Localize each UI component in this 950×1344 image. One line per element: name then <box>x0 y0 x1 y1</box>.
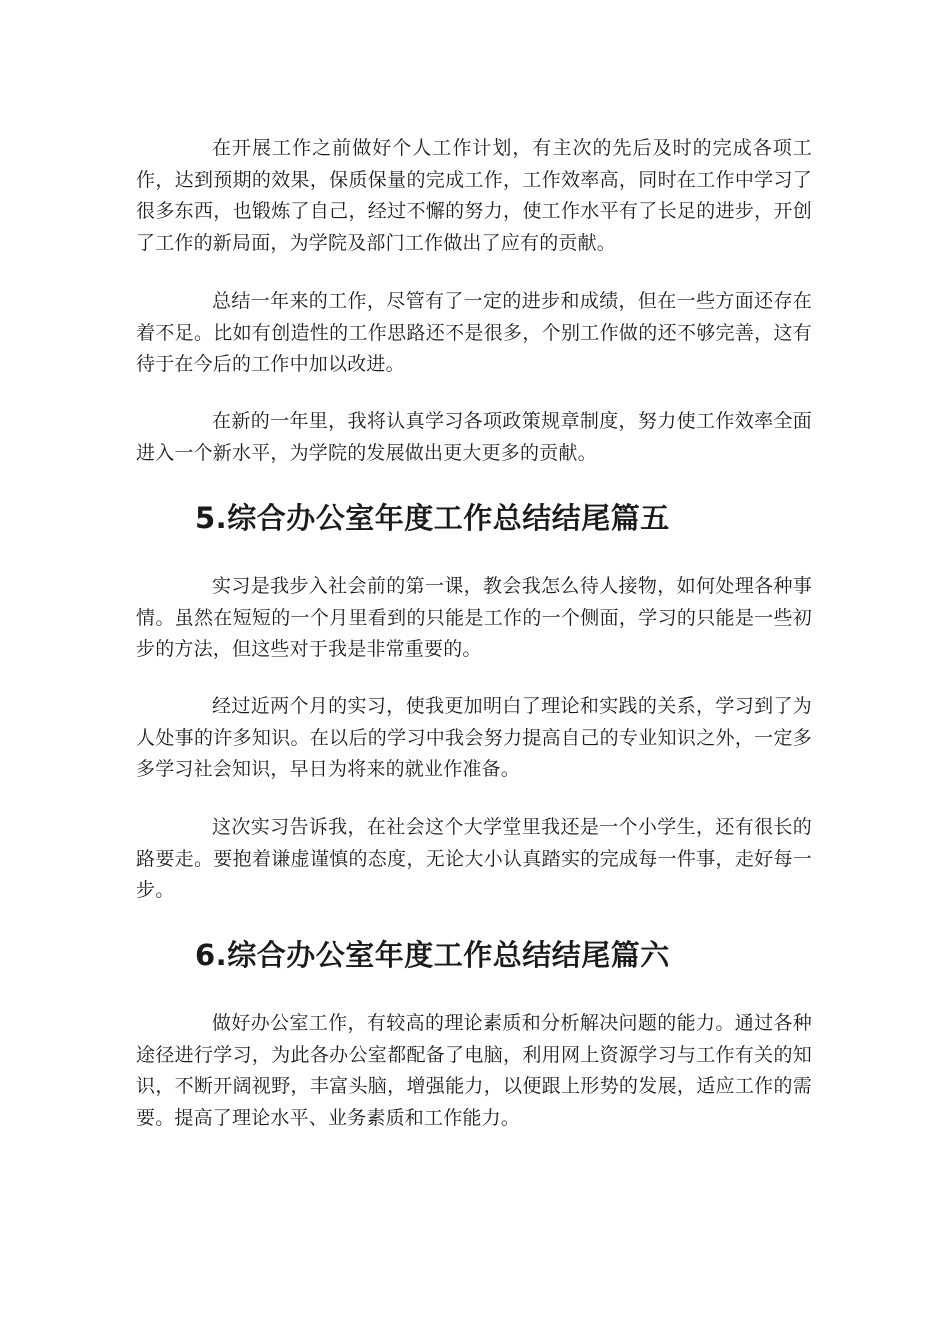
paragraph-work-plan: 在开展工作之前做好个人工作计划，有主次的先后及时的完成各项工作，达到预期的效果，保质保量的完成工作，工作效率高，同时在工作中学习了很多东西，也锻炼了自己，经过不懈的努力，使工作水平有了长足的进步，开创了工作的新局面，为学院及部门工作做出了应有的贡献。 <box>136 137 812 254</box>
paragraph-internship-first-lesson: 实习是我步入社会前的第一课，教会我怎么待人接物，如何处理各种事情。虽然在短短的一个月里看到的只能是工作的一个侧面，学习的只能是一些初步的方法，但这些对于我是非常重要的。 <box>136 575 812 660</box>
paragraph-theory-practice: 经过近两个月的实习，使我更加明白了理论和实践的关系，学习到了为人处事的许多知识。在以后的学习中我会努力提高自己的专业知识之外，一定多多学习社会知识，早日为将来的就业作准备。 <box>136 695 812 780</box>
paragraph-new-year: 在新的一年里，我将认真学习各项政策规章制度，努力使工作效率全面进入一个新水平，为学院的发展做出更大更多的贡献。 <box>136 410 812 464</box>
paragraph-office-work: 做好办公室工作，有较高的理论素质和分析解决问题的能力。通过各种途径进行学习，为此各办公室都配备了电脑，利用网上资源学习与工作有关的知识，不断开阔视野，丰富头脑，增强能力，以便跟上形势的发展，适应工作的需要。提高了理论水平、业务素质和工作能力。 <box>136 1012 812 1129</box>
paragraph-shortcomings: 总结一年来的工作，尽管有了一定的进步和成绩，但在一些方面还存在着不足。比如有创造性的工作思路还不是很多，个别工作做的还不够完善，这有待于在今后的工作中加以改进。 <box>136 290 812 375</box>
section-heading-6: 6.综合办公室年度工作总结结尾篇六 <box>195 938 670 972</box>
paragraph-long-road: 这次实习告诉我，在社会这个大学堂里我还是一个小学生，还有很长的路要走。要抱着谦虚谨慎的态度，无论大小认真踏实的完成每一件事，走好每一步。 <box>136 816 812 901</box>
section-heading-5: 5.综合办公室年度工作总结结尾篇五 <box>195 501 670 535</box>
